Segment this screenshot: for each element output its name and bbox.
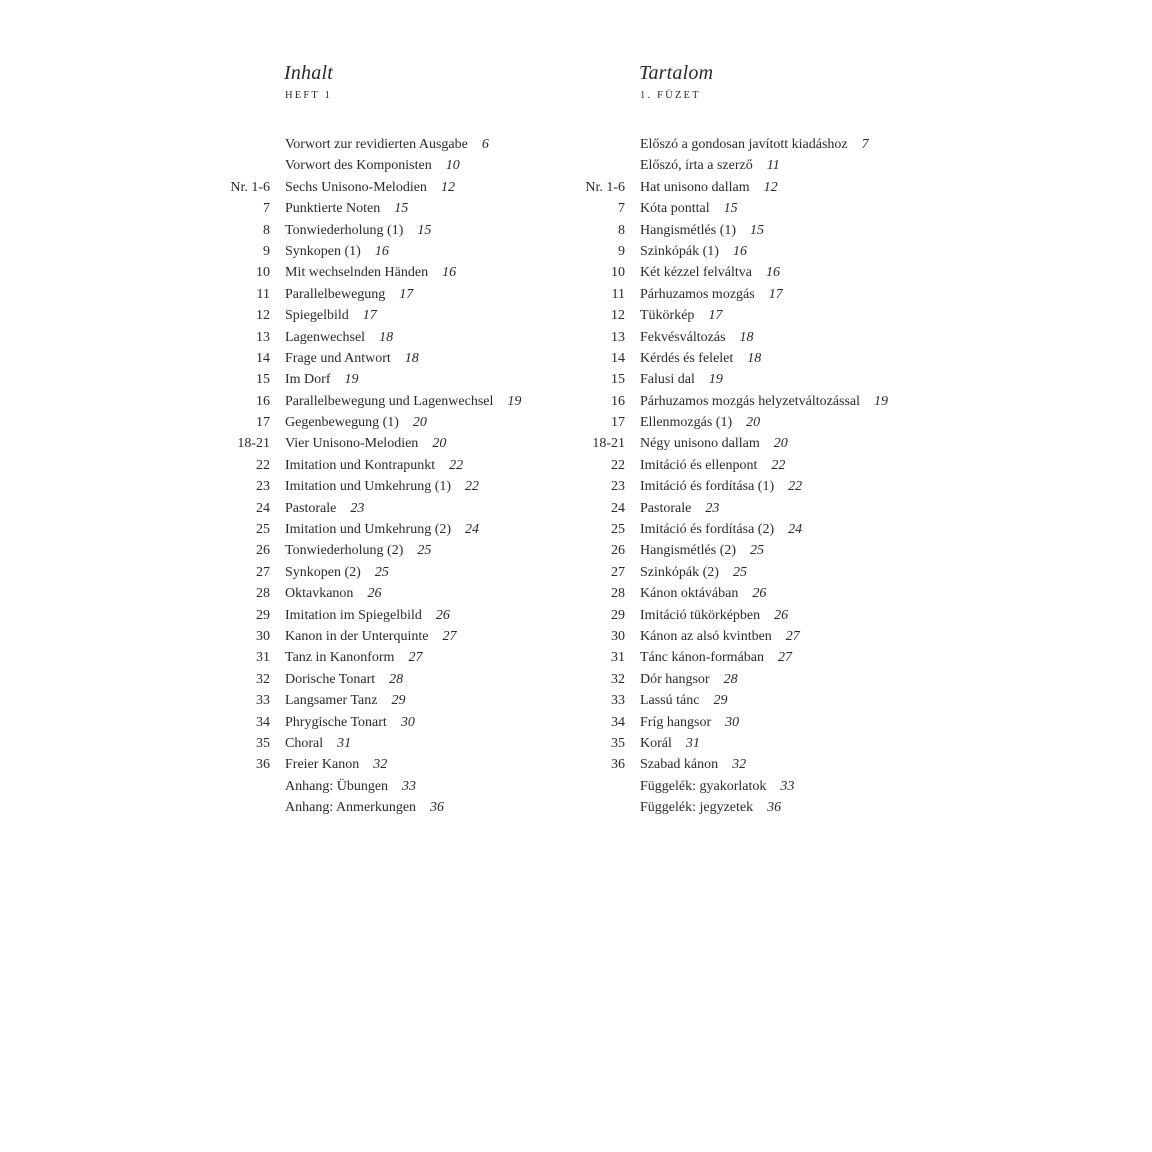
piece-title: Im Dorf [285, 372, 331, 388]
toc-entry [222, 754, 552, 775]
piece-number: 26 [256, 543, 270, 559]
piece-title: Parallelbewegung [285, 286, 386, 302]
piece-number: 15 [256, 372, 270, 388]
piece-title: Fekvésváltozás [640, 329, 726, 345]
toc-entry [222, 583, 552, 604]
page-number: 10 [445, 158, 460, 174]
piece-title: Freier Kanon [285, 757, 360, 773]
piece-title: Vorwort zur revidierten Ausgabe [285, 137, 468, 152]
piece-title: Imitáció és fordítása (1) [640, 479, 775, 495]
piece-number: 31 [611, 650, 625, 666]
piece-number: 29 [256, 607, 270, 623]
piece-number: 35 [256, 735, 270, 751]
piece-title: Imitáció tükörképben [640, 607, 761, 623]
page-number: 20 [773, 436, 788, 452]
piece-title: Imitation und Umkehrung (2) [285, 522, 452, 538]
piece-title: Hangismétlés (2) [640, 543, 737, 559]
page-number: 30 [400, 714, 415, 730]
toc-subtitle: HEFT 1 [285, 90, 333, 101]
piece-number: 25 [611, 522, 625, 538]
page-number: 33 [402, 778, 417, 794]
toc-entry [222, 605, 552, 626]
piece-number: 32 [611, 671, 625, 687]
page-number: 15 [394, 201, 409, 217]
toc-entry [222, 369, 552, 390]
piece-title: Hangismétlés (1) [640, 222, 737, 238]
toc-entry [577, 220, 917, 241]
page-number: 15 [750, 222, 765, 238]
piece-title: Tanz in Kanonform [285, 650, 395, 666]
piece-title: Punktierte Noten [285, 201, 381, 217]
page-number: 18 [379, 329, 394, 345]
piece-title: Előszó a gondosan javított kiadáshoz [640, 137, 848, 152]
page-number: 25 [374, 564, 389, 580]
toc-title: Inhalt [284, 62, 333, 84]
page-number: 7 [861, 137, 869, 152]
piece-title: Ellenmozgás (1) [640, 415, 733, 431]
piece-number: 22 [611, 457, 625, 473]
page-number: 29 [391, 693, 406, 709]
page-number: 33 [780, 778, 795, 794]
page-number: 20 [412, 415, 427, 431]
page-number: 28 [723, 671, 738, 687]
page-number: 25 [750, 543, 765, 559]
piece-title: Függelék: gyakorlatok [640, 778, 767, 794]
toc-entry [222, 519, 552, 540]
piece-title: Phrygische Tonart [285, 714, 387, 730]
toc-entry [577, 605, 917, 626]
page-number: 32 [373, 757, 388, 773]
piece-number: 14 [256, 350, 270, 366]
piece-title: Anhang: Übungen [285, 778, 389, 794]
page-number: 19 [507, 393, 522, 409]
page-number: 19 [708, 372, 723, 388]
page-number: 29 [713, 693, 728, 709]
piece-title: Lagenwechsel [285, 329, 366, 345]
piece-number: 34 [256, 714, 270, 730]
piece-title: Előszó, írta a szerző [640, 158, 753, 174]
piece-number: 34 [611, 714, 625, 730]
page-number: 12 [440, 179, 455, 195]
piece-number: 7 [263, 201, 270, 217]
piece-title: Imitation und Umkehrung (1) [285, 479, 452, 495]
piece-title: Kérdés és felelet [640, 350, 734, 366]
piece-title: Oktavkanon [285, 586, 354, 602]
piece-number: 24 [611, 500, 625, 516]
piece-number: 17 [256, 415, 270, 431]
piece-number: 30 [611, 628, 625, 644]
piece-number: 32 [256, 671, 270, 687]
toc-entry [222, 134, 552, 155]
toc-entry [577, 262, 917, 283]
toc-entry [577, 754, 917, 775]
piece-number: 10 [256, 265, 270, 281]
toc-entry [577, 498, 917, 519]
piece-number: 18-21 [237, 436, 270, 452]
page-number: 31 [685, 735, 700, 751]
toc-entry [222, 220, 552, 241]
piece-title: Tonwiederholung (2) [285, 543, 404, 559]
toc-entry [222, 284, 552, 305]
piece-number: 27 [611, 564, 625, 580]
piece-number: 13 [256, 329, 270, 345]
piece-number: 16 [256, 393, 270, 409]
toc-entry [577, 391, 917, 412]
page-number: 28 [389, 671, 404, 687]
toc-entry [222, 412, 552, 433]
toc-entry [222, 305, 552, 326]
toc-entry [577, 712, 917, 733]
piece-number: 23 [256, 479, 270, 495]
toc-entry [577, 134, 917, 155]
page-number: 26 [435, 607, 450, 623]
toc-entry [222, 455, 552, 476]
page-number: 22 [788, 479, 803, 495]
piece-number: 9 [618, 243, 625, 259]
piece-title: Falusi dal [640, 372, 695, 388]
piece-title: Mit wechselnden Händen [285, 265, 429, 281]
toc-entry [222, 647, 552, 668]
piece-title: Parallelbewegung und Lagenwechsel [285, 393, 494, 409]
piece-number: 15 [611, 372, 625, 388]
toc-entry [222, 433, 552, 454]
page-number: 17 [399, 286, 414, 302]
piece-number: 10 [611, 265, 625, 281]
piece-number: 25 [256, 522, 270, 538]
page-number: 32 [732, 757, 747, 773]
piece-number: 8 [618, 222, 625, 238]
piece-number: 13 [611, 329, 625, 345]
page-number: 27 [442, 628, 457, 644]
page-number: 16 [732, 243, 747, 259]
toc-entry [222, 669, 552, 690]
piece-title: Synkopen (2) [285, 564, 361, 580]
piece-number: 26 [611, 543, 625, 559]
piece-title: Pastorale [285, 500, 337, 516]
toc-entry [222, 241, 552, 262]
toc-entry [577, 241, 917, 262]
toc-german-column [222, 58, 552, 819]
toc-entry [577, 198, 917, 219]
page-number: 24 [788, 522, 803, 538]
piece-title: Szabad kánon [640, 757, 719, 773]
piece-title: Kóta ponttal [640, 201, 710, 217]
page-number: 23 [350, 500, 365, 516]
toc-entry [577, 433, 917, 454]
piece-title: Choral [285, 735, 324, 751]
toc-entry [577, 562, 917, 583]
piece-title: Korál [640, 735, 672, 751]
page-number: 15 [417, 222, 432, 238]
page-number: 26 [367, 586, 382, 602]
piece-title: Dorische Tonart [285, 671, 376, 687]
page-number: 30 [725, 714, 740, 730]
piece-number: 23 [611, 479, 625, 495]
toc-entry [577, 690, 917, 711]
toc-entry [222, 540, 552, 561]
piece-title: Szinkópák (1) [640, 243, 719, 259]
piece-title: Imitáció és fordítása (2) [640, 522, 775, 538]
toc-entry [222, 327, 552, 348]
toc-subtitle: 1. FÜZET [640, 90, 701, 101]
page-number: 27 [778, 650, 792, 666]
page-number: 36 [767, 800, 782, 816]
page-number: 16 [374, 243, 389, 259]
piece-title: Párhuzamos mozgás helyzetváltozással [640, 393, 861, 409]
toc-entry [222, 776, 552, 797]
toc-entry [222, 262, 552, 283]
piece-number: 33 [611, 693, 625, 709]
piece-title: Sechs Unisono-Melodien [285, 179, 427, 195]
piece-number: 24 [256, 500, 270, 516]
toc-entry [577, 177, 917, 198]
page-number: 18 [747, 350, 762, 366]
toc-entry [222, 348, 552, 369]
piece-number: 35 [611, 735, 625, 751]
page-number: 26 [752, 586, 767, 602]
toc-entry [222, 562, 552, 583]
toc-entry [222, 690, 552, 711]
piece-number: 11 [611, 286, 625, 302]
toc-entry [222, 626, 552, 647]
page-number: 31 [337, 735, 352, 751]
toc-entry [577, 797, 917, 818]
toc-entry [577, 327, 917, 348]
piece-number: 28 [611, 586, 625, 602]
toc-entries [577, 134, 917, 819]
piece-title: Anhang: Anmerkungen [285, 800, 417, 816]
piece-title: Gegenbewegung (1) [285, 415, 399, 431]
piece-title: Fríg hangsor [640, 714, 712, 730]
toc-hungarian-column [577, 58, 917, 819]
toc-entry [577, 647, 917, 668]
page-number: 20 [746, 415, 761, 431]
piece-number: 36 [611, 757, 625, 773]
piece-title: Tükörkép [640, 308, 695, 324]
piece-title: Tonwiederholung (1) [285, 222, 404, 238]
page-number: 6 [481, 137, 489, 152]
page-number: 25 [732, 564, 747, 580]
piece-number: 7 [618, 201, 625, 217]
page-number: 17 [362, 308, 377, 324]
page-number: 15 [723, 201, 738, 217]
piece-number: 14 [611, 350, 625, 366]
piece-title: Két kézzel felváltva [640, 265, 752, 281]
piece-title: Kánon oktávában [640, 586, 739, 602]
piece-number: 12 [611, 308, 625, 324]
page-number: 26 [774, 607, 789, 623]
toc-entry [222, 198, 552, 219]
toc-entry [222, 712, 552, 733]
toc-entry [577, 519, 917, 540]
piece-title: Langsamer Tanz [285, 693, 378, 709]
toc-entry [577, 284, 917, 305]
page-number: 23 [705, 500, 720, 516]
piece-title: Lassú tánc [640, 693, 700, 709]
piece-title: Imitation und Kontrapunkt [285, 457, 436, 473]
page-number: 17 [768, 286, 783, 302]
piece-number: 28 [256, 586, 270, 602]
toc-entry [222, 391, 552, 412]
page-number: 18 [739, 329, 754, 345]
piece-title: Vorwort des Komponisten [285, 158, 432, 174]
toc-entry [222, 498, 552, 519]
page-number: 16 [442, 265, 457, 281]
piece-title: Synkopen (1) [285, 243, 361, 259]
piece-title: Frage und Antwort [285, 350, 391, 366]
piece-title: Függelék: jegyzetek [640, 800, 754, 816]
page-number: 17 [708, 308, 723, 324]
piece-title: Kánon az alsó kvintben [640, 628, 772, 644]
toc-entry [577, 155, 917, 176]
toc-entry [577, 733, 917, 754]
page-number: 18 [404, 350, 419, 366]
toc-entry [577, 476, 917, 497]
toc-title: Tartalom [639, 62, 714, 84]
piece-number: 17 [611, 415, 625, 431]
piece-number: Nr. 1-6 [230, 179, 270, 195]
piece-title: Spiegelbild [285, 308, 349, 324]
piece-number: 33 [256, 693, 270, 709]
toc-entry [577, 305, 917, 326]
page-number: 20 [432, 436, 447, 452]
page-number: 22 [771, 457, 786, 473]
page-number: 22 [465, 479, 480, 495]
piece-number: 18-21 [592, 436, 625, 452]
page-number: 16 [765, 265, 780, 281]
toc-entry [577, 455, 917, 476]
toc-entry [577, 348, 917, 369]
piece-number: 12 [256, 308, 270, 324]
toc-entry [577, 776, 917, 797]
piece-number: 36 [256, 757, 270, 773]
piece-number: 11 [256, 286, 270, 302]
piece-title: Párhuzamos mozgás [640, 286, 755, 302]
piece-number: 16 [611, 393, 625, 409]
piece-title: Imitáció és ellenpont [640, 457, 758, 473]
piece-number: 30 [256, 628, 270, 644]
page-number: 22 [449, 457, 464, 473]
piece-title: Szinkópák (2) [640, 564, 719, 580]
page-number: 27 [785, 628, 800, 644]
piece-title: Pastorale [640, 500, 692, 516]
page-number: 24 [465, 522, 480, 538]
toc-entries [222, 134, 552, 819]
toc-entry [222, 476, 552, 497]
piece-number: 31 [256, 650, 270, 666]
piece-title: Tánc kánon-formában [640, 650, 764, 666]
piece-number: 27 [256, 564, 270, 580]
page-number: 27 [408, 650, 423, 666]
toc-entry [577, 583, 917, 604]
piece-title: Imitation im Spiegelbild [285, 607, 422, 623]
piece-title: Hat unisono dallam [640, 179, 750, 195]
toc-entry [222, 733, 552, 754]
toc-entry [577, 412, 917, 433]
page-number: 36 [430, 800, 445, 816]
piece-number: 29 [611, 607, 625, 623]
piece-title: Dór hangsor [640, 671, 710, 687]
piece-number: Nr. 1-6 [585, 179, 625, 195]
toc-entry [577, 369, 917, 390]
toc-entry [577, 626, 917, 647]
toc-entry [577, 669, 917, 690]
piece-number: 9 [263, 243, 270, 259]
page-number: 19 [344, 372, 359, 388]
page-number: 11 [766, 158, 780, 174]
piece-title: Kanon in der Unterquinte [285, 628, 429, 644]
toc-entry [222, 797, 552, 818]
piece-number: 8 [263, 222, 270, 238]
page-number: 25 [417, 543, 432, 559]
piece-title: Négy unisono dallam [640, 436, 760, 452]
piece-number: 22 [256, 457, 270, 473]
toc-entry [577, 540, 917, 561]
toc-entry [222, 177, 552, 198]
piece-title: Vier Unisono-Melodien [285, 436, 419, 452]
toc-entry [222, 155, 552, 176]
page-number: 12 [763, 179, 778, 195]
page-number: 19 [874, 393, 889, 409]
